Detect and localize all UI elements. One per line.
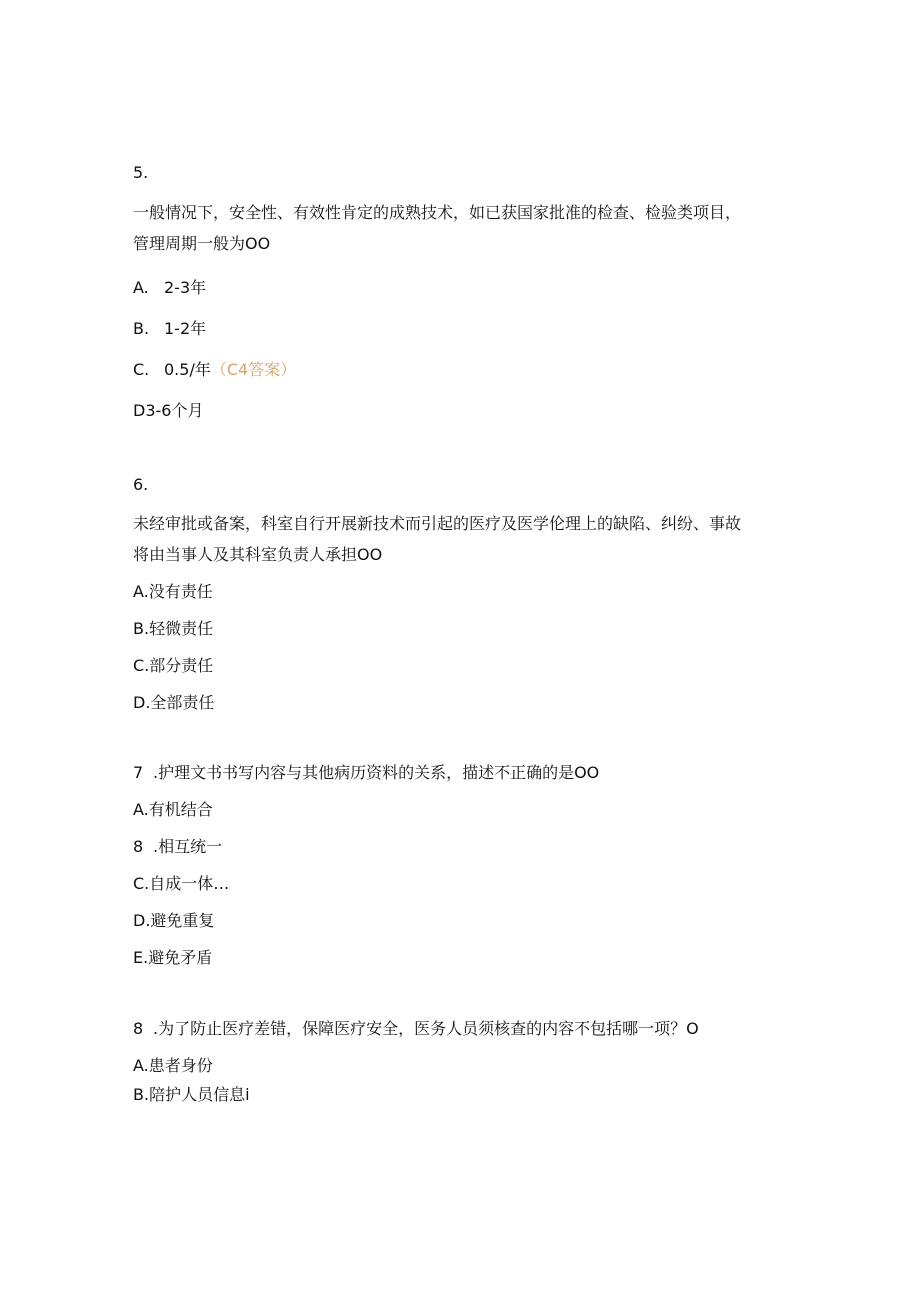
q8-option-a: A.患者身份 [133,1056,213,1075]
q7-option-e: E.避免矛盾 [133,948,213,967]
q5-option-b-text: 1-2年 [164,319,207,338]
q7-option-b-number: 8 [133,837,144,856]
q5-answer-note: （C4答案） [210,360,297,379]
q5-option-d: D3-6个月 [133,401,204,420]
q5-option-a-text: 2-3年 [164,278,207,297]
q7-option-b [133,837,222,857]
q8-stem [133,1019,699,1039]
q5-option-c [133,360,296,380]
q7-stem-text: .护理文书书写内容与其他病历资料的关系，描述不正确的是OO [153,763,600,782]
q7-option-d: D.避免重复 [133,911,215,930]
q6-option-b: B.轻微责任 [133,619,214,638]
q7-number: 7 [133,763,144,782]
q8-number: 8 [133,1019,144,1038]
q6-stem-line1: 未经审批或备案，科室自行开展新技术而引起的医疗及医学伦理上的缺陷、纠纷、事故 [133,514,742,533]
q5-option-b-letter: B. [133,319,150,338]
q6-option-a: A.没有责任 [133,582,213,601]
q5-option-c-text: 0.5/年 [164,360,211,379]
q8-stem-text: .为了防止医疗差错，保障医疗安全，医务人员须核查的内容不包括哪一项？O [153,1019,699,1038]
q5-number: 5. [133,163,149,182]
q7-option-c: C.自成一体… [133,874,230,893]
q8-option-b: B.陪护人员信息i [133,1085,250,1104]
q5-stem-line2: 管理周期一般为OO [133,234,271,253]
q6-option-c: C.部分责任 [133,656,214,675]
q5-stem-line1: 一般情况下，安全性、有效性肯定的成熟技术，如已获国家批准的检查、检验类项目， [133,203,742,222]
q7-option-b-text: .相互统一 [153,837,223,856]
q6-stem-line2: 将由当事人及其科室负责人承担OO [133,545,383,564]
q5-option-b [133,319,206,339]
q5-option-a-letter: A. [133,278,149,297]
q5-option-c-letter: C. [133,360,150,379]
q6-option-d: D.全部责任 [133,693,215,712]
q7-stem [133,763,599,783]
q7-option-a: A.有机结合 [133,800,213,819]
q5-option-a [133,278,206,298]
q6-number: 6. [133,475,149,494]
